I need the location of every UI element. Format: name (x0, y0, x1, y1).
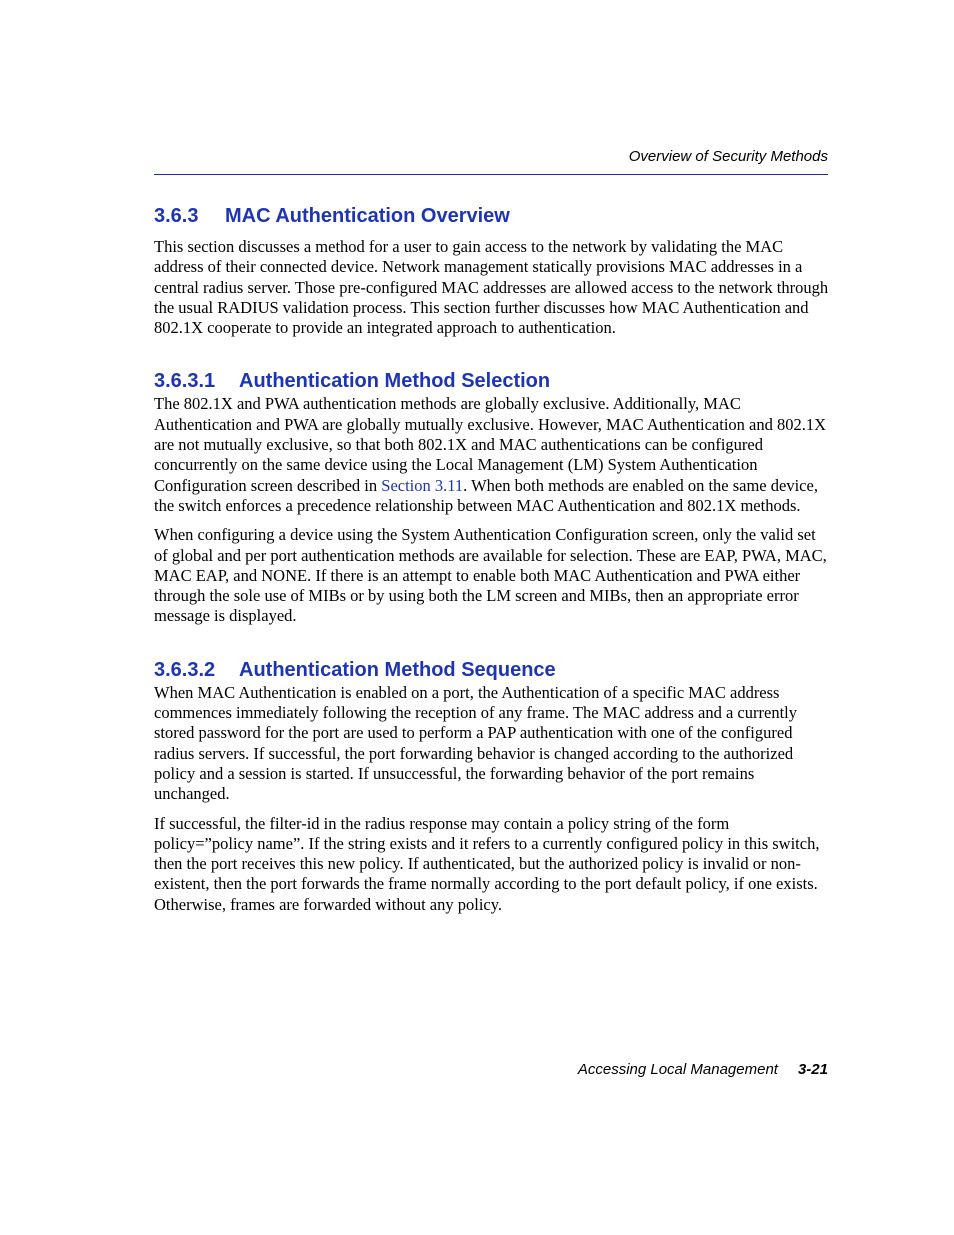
paragraph: When configuring a device using the System Authentication Configuration screen, only the valid set of global and per port authentication methods are available for selection. These are EAP, PWA, MAC, MAC EAP, and NONE. If there is an attempt to enable both MAC Authentication and PWA either through the sole use of MIBs or by using both the LM screen and MIBs, then an appropriate error message is displayed. (154, 525, 827, 626)
section-heading-3-6-3 (154, 203, 830, 229)
page-number: 3-21 (797, 1061, 828, 1078)
section-heading-3-6-3-2 (154, 657, 830, 683)
section-heading-3-6-3-1 (154, 368, 830, 394)
section-title: Authentication Method Sequence (239, 658, 556, 681)
section-number: 3.6.3.2 (154, 658, 216, 681)
footer-title: Accessing Local Management (577, 1061, 778, 1078)
section-3-11-link[interactable]: Section 3.11 (381, 475, 464, 495)
header-rule (154, 174, 828, 175)
section-number: 3.6.3 (154, 205, 199, 227)
section-title: Authentication Method Selection (239, 370, 551, 393)
paragraph-text: . When both methods are enabled on the same device, the switch enforces a precedence relationship between MAC Authentication and 802.1X methods. (154, 475, 818, 515)
paragraph: When MAC Authentication is enabled on a port, the Authentication of a specific MAC address commences immediately following the reception of any frame. The MAC address and a currently stored password for the port are used to perform a PAP authentication with one of the configured radius servers. If successful, the port forwarding behavior is changed according to the authorized policy and a session is started. If unsuccessful, the forwarding behavior of the port remains unchanged. (154, 682, 797, 804)
paragraph (154, 394, 830, 516)
paragraph: This section discusses a method for a user to gain access to the network by validating the MAC address of their connected device. Network management statically provisions MAC addresses in a central radius server. Those pre-configured MAC addresses are allowed access to the network through the usual RADIUS validation process. This section further discusses how MAC Authentication and 802.1X cooperate to provide an integrated approach to authentication. (154, 237, 829, 338)
paragraph-text: The 802.1X and PWA authentication methods are globally exclusive. Additionally, MAC Authentication and PWA are globally mutually exclusive. However, MAC Authentication and 802.1X are not mutually exclusive, so that both 802.1X and MAC authentications can be configured concurrently on the same device using the Local Management (LM) System Authentication Configuration screen described in (154, 394, 827, 495)
page-footer (154, 1061, 828, 1078)
section-title: MAC Authentication Overview (225, 205, 510, 227)
section-number: 3.6.3.1 (154, 370, 216, 393)
running-header: Overview of Security Methods (628, 148, 828, 165)
paragraph: If successful, the filter-id in the radius response may contain a policy string of the form policy=”policy name”. If the string exists and it refers to a currently configured policy in this switch, then the port receives this new policy. If authenticated, but the authorized policy is invalid or non-existent, then the port forwards the frame normally according to the port default policy, if one exists. Otherwise, frames are forwarded without any policy. (154, 813, 820, 914)
page-body (154, 203, 830, 924)
